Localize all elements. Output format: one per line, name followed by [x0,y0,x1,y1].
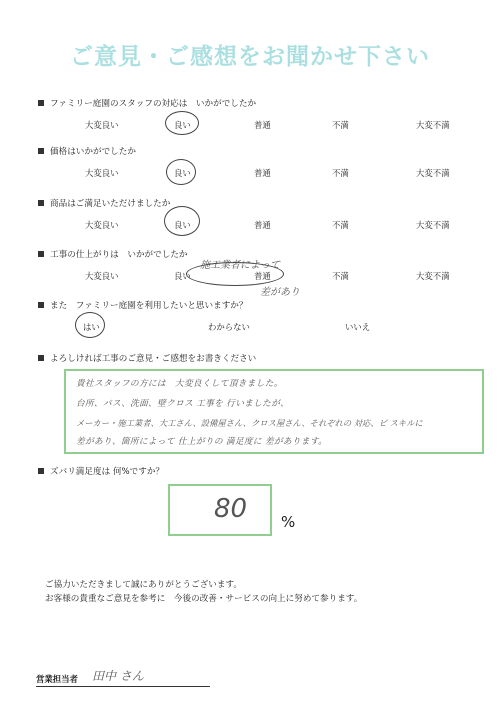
question-5 [38,299,248,311]
satisfaction-score-value: 80 [214,494,248,524]
option-very-dissatisfied[interactable]: 大変不満 [416,220,450,230]
option-normal[interactable]: 普通 [254,220,271,230]
comment-line: 台所、バス、洗面、壁クロス 工事を 行いましたが、 [76,399,290,409]
satisfaction-score-box[interactable] [168,484,272,536]
comment-section-label: よろしければ工事のご意見・ご感想をお書きください [38,352,256,364]
selection-circle [164,206,200,236]
option-dissatisfied[interactable]: 不満 [332,168,349,178]
selection-circle [165,111,199,135]
option-no[interactable]: いいえ [345,322,371,332]
option-normal[interactable]: 普通 [254,271,271,281]
bullet-square-icon [38,100,44,106]
question-label: 価格はいかがでしたか [50,147,136,157]
option-very-good[interactable]: 大変良い [85,220,119,230]
satisfaction-label: ズバリ満足度は 何%ですか？ [38,465,164,477]
option-good[interactable]: 良い [174,271,191,281]
option-dissatisfied[interactable]: 不満 [332,120,349,130]
comment-line: 貴社スタッフの方には 大変良くして頂きました。 [76,379,283,389]
comment-box[interactable] [64,369,484,454]
staff-label: 営業担当者 [36,674,78,684]
bullet-square-icon [38,148,44,154]
option-dissatisfied[interactable]: 不満 [332,271,349,281]
option-very-dissatisfied[interactable]: 大変不満 [416,168,450,178]
option-good[interactable]: 良い [174,220,191,230]
staff-signature-line [36,686,210,687]
question-3 [38,197,170,209]
comment-line: メーカー・施工業者、大工さん、設備屋さん、クロス屋さん、それぞれの 対応、ビ スキルに [76,418,423,428]
question-4 [38,248,188,260]
question-label: 商品はご満足いただけましたか [50,199,171,209]
option-normal[interactable]: 普通 [254,168,271,178]
question-2 [38,145,136,157]
option-yes[interactable]: はい [83,322,100,332]
option-very-dissatisfied[interactable]: 大変不満 [416,271,450,281]
bullet-square-icon [38,200,44,206]
page-title: ご意見・ご感想をお聞かせ下さい [70,44,430,70]
selection-circle [75,312,105,338]
option-normal[interactable]: 普通 [254,120,271,130]
option-unsure[interactable]: わからない [208,322,250,332]
option-good[interactable]: 良い [174,120,191,130]
option-good[interactable]: 良い [174,168,191,178]
handwritten-note: 施工業者によって [200,260,280,271]
question-label: 工事の仕上がりは いかがでしたか [50,250,188,260]
bullet-square-icon [38,355,44,361]
staff-name: 田中 さん [92,669,144,683]
option-very-good[interactable]: 大変良い [85,168,119,178]
thanks-line-2: お客様の貴重なご意見を参考に 今後の改善・サービスの向上に努めて参ります。 [45,594,363,604]
option-very-good[interactable]: 大変良い [85,271,119,281]
comment-line: 差があり、箇所によって 仕上がりの 満足度に 差があります。 [76,437,328,447]
bullet-square-icon [38,468,44,474]
option-very-dissatisfied[interactable]: 大変不満 [416,120,450,130]
bullet-square-icon [38,302,44,308]
bullet-square-icon [38,251,44,257]
selection-circle [166,159,196,185]
option-very-good[interactable]: 大変良い [85,120,119,130]
percent-unit: % [281,513,296,531]
question-label: また ファミリー庭園を利用したいと思いますか？ [50,301,248,311]
option-dissatisfied[interactable]: 不満 [332,220,349,230]
question-1 [38,97,256,109]
question-label: ファミリー庭園のスタッフの対応は いかがでしたか [50,99,257,109]
handwritten-note: 差があり [260,287,300,298]
thanks-line-1: ご協力いただきまして誠にありがとうございます。 [45,580,242,590]
